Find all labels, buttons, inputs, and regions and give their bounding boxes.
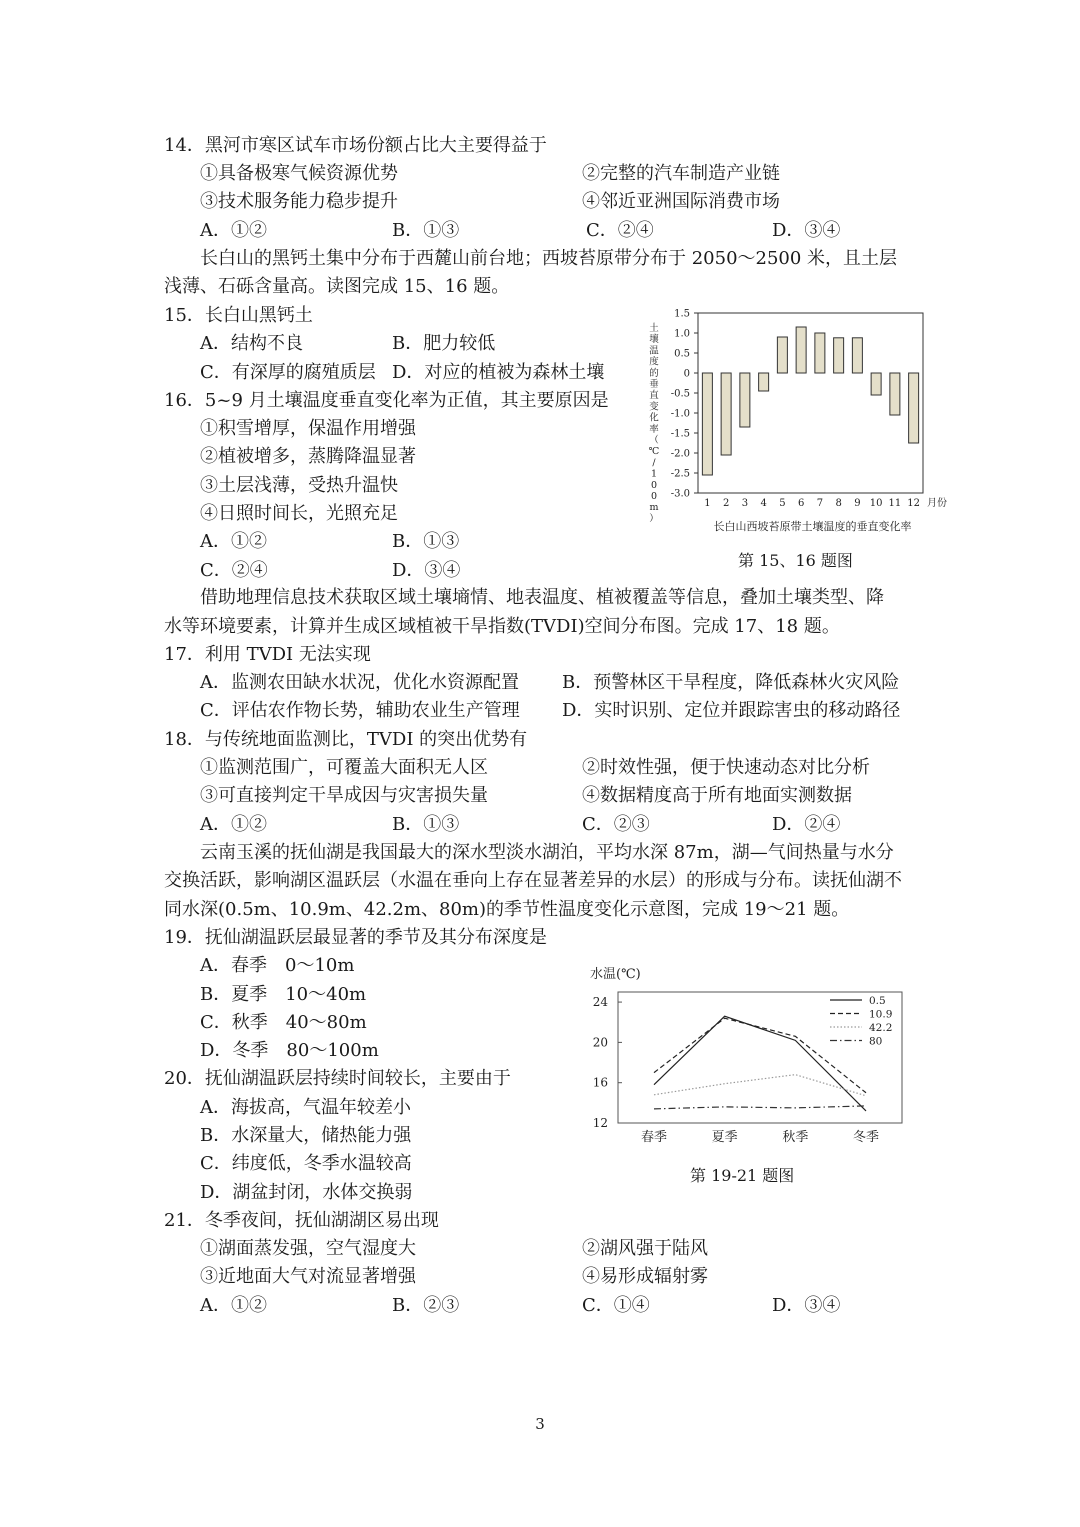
q20-choice-d: D．湖盆封闭，水体交换弱 [200,1182,413,1203]
y-tick-label: -2.5 [670,468,690,480]
q19-stem: 19．抚仙湖温跃层最显著的季节及其分布深度是 [164,927,547,948]
x-tick-label: 4 [760,498,767,509]
y-tick-label: 1.5 [674,308,690,320]
q16-opt2: ②植被增多，蒸腾降温显著 [200,446,416,467]
q14-stem: 14．黑河市寒区试车市场份额占比大主要得益于 [164,135,547,156]
q21-opt1: ①湖面蒸发强，空气湿度大 [200,1238,416,1259]
plot-frame [618,992,902,1123]
intro17-line1: 借助地理信息技术获取区域土壤墒情、地表温度、植被覆盖等信息，叠加土壤类型、降 [200,587,884,608]
fig1516-caption: 第 15、16 题图 [738,551,853,570]
x-tick-label: 夏季 [711,1130,738,1145]
y-tick-label: 0.5 [674,348,690,360]
y-axis-label: 水温(℃) [590,967,641,982]
q14-choice-c: C．②④ [586,220,654,241]
y-tick-label: -0.5 [670,388,690,400]
y-tick-label: 0 [683,368,690,380]
x-tick-label: 5 [779,498,786,509]
x-tick-label: 11 [888,498,902,509]
q21-opt3: ③近地面大气对流显著增强 [200,1266,416,1287]
x-tick-label: 10 [869,498,883,509]
q15-choice-c: C．有深厚的腐殖质层 [200,362,376,383]
chart-title: 长白山西坡苔原带土壤温度的垂直变化率 [713,520,912,533]
q14-choice-d: D．③④ [772,220,841,241]
q17-choice-c: C．评估农作物长势，辅助农业生产管理 [200,700,520,721]
x-tick-label: 7 [816,498,824,509]
x-tick-label: 春季 [640,1130,668,1145]
q17-choice-b: B．预警林区干旱程度，降低森林火灾风险 [562,672,900,693]
q18-stem: 18．与传统地面监测比，TVDI 的突出优势有 [164,729,528,750]
q21-choice-d: D．③④ [772,1295,841,1316]
q18-choice-b: B．①③ [392,814,460,835]
legend-label: 0.5 [869,995,886,1007]
q19-choice-a: A．春季 0～10m [200,955,355,976]
bar [796,327,806,373]
intro15-line2: 浅薄、石砾含量高。读图完成 15、16 题。 [164,276,510,297]
q16-choice-d: D．③④ [392,560,461,581]
y-axis-label: 土壤温度的垂直变化率（℃ / 1 0 0 m ） [648,323,660,525]
bar [909,373,919,443]
series-line-10.9 [654,1018,866,1093]
q18-opt3: ③可直接判定干旱成因与灾害损失量 [200,785,488,806]
legend-label: 80 [869,1035,883,1048]
q20-choice-a: A．海拔高，气温年较差小 [200,1097,411,1118]
legend-label: 10.9 [869,1008,893,1021]
y-tick-label: 20 [592,1035,608,1050]
q15-choice-d: D．对应的植被为森林土壤 [392,362,605,383]
bar [834,338,844,373]
intro17-line2: 水等环境要素，计算并生成区域植被干旱指数(TVDI)空间分布图。完成 17、18 题。 [164,616,840,637]
bar [759,373,769,391]
bar [871,373,881,395]
q14-opt1: ①具备极寒气候资源优势 [200,163,398,184]
q15-choice-b: B．肥力较低 [392,333,496,354]
x-tick-label: 2 [722,498,730,509]
q15-stem: 15．长白山黑钙土 [164,305,313,326]
x-tick-label: 6 [797,498,805,509]
q15-choice-a: A．结构不良 [200,333,303,354]
q16-choice-b: B．①③ [392,531,460,552]
y-tick-label: 16 [592,1075,608,1090]
bar [721,373,731,455]
plot-frame [698,313,923,493]
q20-choice-b: B．水深量大，储热能力强 [200,1125,412,1146]
q18-opt1: ①监测范围广，可覆盖大面积无人区 [200,757,488,778]
intro19-line3: 同水深(0.5m、10.9m、42.2m、80m)的季节性温度变化示意图，完成 19～21 题。 [164,899,850,920]
q14-choice-b: B．①③ [392,220,460,241]
q19-choice-d: D．冬季 80～100m [200,1040,379,1061]
x-axis-unit: 月份 [927,498,947,509]
series-line-42.2 [654,1075,866,1096]
page-number: 3 [535,1415,545,1433]
x-tick-label: 1 [704,498,711,509]
intro19-line2: 交换活跃，影响湖区温跃层（水温在垂向上存在显著差异的水层）的形成与分布。读抚仙湖不 [164,870,902,891]
bar [852,338,862,373]
q14-choice-a: A．①② [200,220,267,241]
q18-opt2: ②时效性强，便于快速动态对比分析 [582,757,870,778]
q21-choice-c: C．①④ [582,1295,650,1316]
q18-choice-c: C．②③ [582,814,650,835]
x-tick-label: 3 [741,498,749,509]
q14-opt4: ④邻近亚洲国际消费市场 [582,191,780,212]
intro15-line1: 长白山的黑钙土集中分布于西麓山前台地；西坡苔原带分布于 2050～2500 米，且土层 [200,248,898,269]
bar [890,373,900,415]
y-tick-label: 24 [592,995,608,1010]
q21-opt2: ②湖风强于陆风 [582,1238,708,1259]
x-tick-label: 冬季 [852,1130,880,1145]
y-tick-label: -1.5 [670,428,690,440]
q21-choice-a: A．①② [200,1295,267,1316]
q17-choice-a: A．监测农田缺水状况，优化水资源配置 [200,672,519,693]
legend-label: 42.2 [869,1022,893,1034]
q20-choice-c: C．纬度低，冬季水温较高 [200,1153,412,1174]
bar [702,373,712,475]
q21-stem: 21．冬季夜间，抚仙湖湖区易出现 [164,1210,439,1231]
q16-stem: 16．5~9 月土壤温度垂直变化率为正值，其主要原因是 [164,390,609,411]
q16-opt4: ④日照时间长，光照充足 [200,503,398,524]
q19-choice-b: B．夏季 10～40m [200,984,367,1005]
q16-choice-a: A．①② [200,531,267,552]
q14-opt2: ②完整的汽车制造产业链 [582,163,780,184]
y-tick-label: 1.0 [674,328,690,340]
y-tick-label: 12 [592,1116,608,1130]
q18-choice-d: D．②④ [772,814,841,835]
q18-choice-a: A．①② [200,814,267,835]
series-line-80 [654,1106,866,1109]
q17-stem: 17．利用 TVDI 无法实现 [164,644,371,665]
bar [777,337,787,373]
x-tick-label: 9 [854,498,861,509]
q18-opt4: ④数据精度高于所有地面实测数据 [582,785,852,806]
q21-choice-b: B．②③ [392,1295,460,1316]
series-line-0.5 [654,1016,866,1111]
q16-opt3: ③土层浅薄，受热升温快 [200,475,398,496]
q16-opt1: ①积雪增厚，保温作用增强 [200,418,416,439]
y-tick-label: -1.0 [670,408,690,420]
lake-temp-line-chart [580,960,910,1155]
q21-opt4: ④易形成辐射雾 [582,1266,708,1287]
q16-choice-c: C．②④ [200,560,268,581]
y-tick-label: -3.0 [670,488,690,500]
q20-stem: 20．抚仙湖温跃层持续时间较长，主要由于 [164,1068,511,1089]
x-tick-label: 秋季 [782,1130,809,1145]
x-tick-label: 12 [907,498,920,509]
y-tick-label: -2.0 [670,448,690,460]
fig1921-caption: 第 19-21 题图 [690,1166,795,1185]
q19-choice-c: C．秋季 40～80m [200,1012,367,1033]
q17-choice-d: D．实时识别、定位并跟踪害虫的移动路径 [562,700,901,721]
x-tick-label: 8 [835,498,842,509]
soil-temp-bar-chart [630,305,947,545]
intro19-line1: 云南玉溪的抚仙湖是我国最大的深水型淡水湖泊，平均水深 87m，湖—气间热量与水分 [200,842,894,863]
bar [815,333,825,373]
q14-opt3: ③技术服务能力稳步提升 [200,191,398,212]
bar [740,373,750,427]
